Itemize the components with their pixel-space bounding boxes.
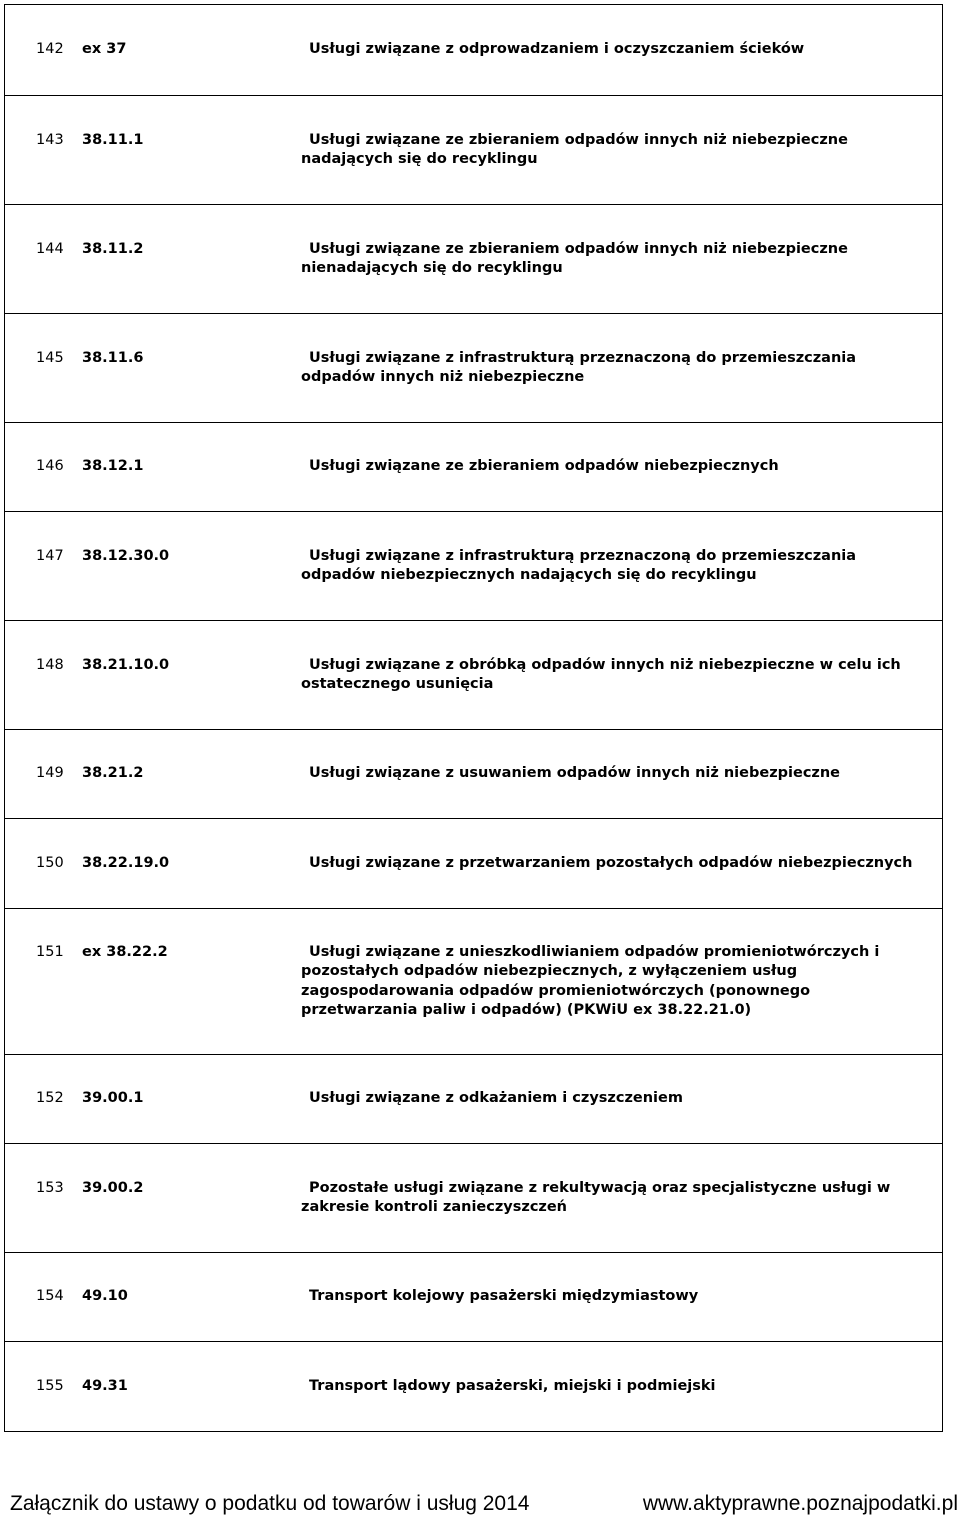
row-code: 38.22.19.0 xyxy=(82,854,170,871)
row-description: Usługi związane z unieszkodliwianiem odpadów promieniotwórczych i pozostałych odpadów niebezpiecznych, z wyłączeniem usług zagospodarowania odpadów promieniotwórczych (ponownego przetwarzania paliw i odpadów) (PKWiU ex 38.22.21.0) xyxy=(301,943,880,1018)
row-number: 148 xyxy=(36,656,64,673)
row-description: Transport lądowy pasażerski, miejski i podmiejski xyxy=(309,1377,716,1394)
row-number: 155 xyxy=(36,1377,64,1394)
row-description: Usługi związane z przetwarzaniem pozostałych odpadów niebezpiecznych xyxy=(309,854,913,871)
row-description: Usługi związane z odprowadzaniem i oczyszczaniem ścieków xyxy=(309,41,805,58)
row-code: 38.21.2 xyxy=(82,765,144,782)
table-row xyxy=(5,1144,943,1253)
table-row xyxy=(5,205,943,314)
row-number: 147 xyxy=(36,547,64,564)
row-number: 149 xyxy=(36,765,64,782)
table-row xyxy=(5,5,943,96)
row-description: Usługi związane z infrastrukturą przeznaczoną do przemieszczania odpadów niebezpiecznych nadających się do recyklingu xyxy=(301,547,857,583)
row-description: Transport kolejowy pasażerski międzymiastowy xyxy=(309,1288,699,1305)
row-description: Usługi związane ze zbieraniem odpadów niebezpiecznych xyxy=(309,458,779,475)
table-row xyxy=(5,819,943,909)
row-number: 146 xyxy=(36,458,64,475)
row-number: 145 xyxy=(36,349,64,366)
row-code: ex 37 xyxy=(82,41,127,58)
table-row xyxy=(5,730,943,819)
footer-website: www.aktyprawne.poznajpodatki.pl xyxy=(642,1492,958,1515)
row-number: 154 xyxy=(36,1288,64,1305)
row-code: 49.10 xyxy=(82,1288,128,1305)
table-row xyxy=(5,96,943,205)
table-row xyxy=(5,1342,943,1432)
row-code: 38.11.1 xyxy=(82,131,144,148)
row-description: Usługi związane ze zbieraniem odpadów innych niż niebezpieczne nadających się do recyklingu xyxy=(301,131,848,167)
row-code: 38.11.2 xyxy=(82,240,144,257)
row-description: Pozostałe usługi związane z rekultywacją oraz specjalistyczne usługi w zakresie kontroli zanieczyszczeń xyxy=(301,1179,891,1215)
table-row xyxy=(5,1055,943,1144)
row-description: Usługi związane z obróbką odpadów innych niż niebezpieczne w celu ich ostatecznego usunięcia xyxy=(301,656,901,692)
table-row xyxy=(5,512,943,621)
row-code: 38.12.30.0 xyxy=(82,547,170,564)
row-code: 38.11.6 xyxy=(82,349,144,366)
row-description: Usługi związane ze zbieraniem odpadów innych niż niebezpieczne nienadających się do recyklingu xyxy=(301,240,848,276)
table-row xyxy=(5,314,943,423)
row-code: 39.00.2 xyxy=(82,1179,144,1196)
table-row xyxy=(5,423,943,512)
row-description: Usługi związane z odkażaniem i czyszczeniem xyxy=(309,1090,683,1107)
row-description: Usługi związane z usuwaniem odpadów innych niż niebezpieczne xyxy=(309,765,841,782)
table-row xyxy=(5,621,943,730)
row-code: 39.00.1 xyxy=(82,1090,144,1107)
page-footer xyxy=(0,1492,960,1516)
row-number: 142 xyxy=(36,41,64,58)
services-table xyxy=(4,4,943,1432)
row-number: 150 xyxy=(36,854,64,871)
row-description: Usługi związane z infrastrukturą przeznaczoną do przemieszczania odpadów innych niż niebezpieczne xyxy=(301,349,857,385)
row-number: 152 xyxy=(36,1090,64,1107)
row-code: 38.12.1 xyxy=(82,458,144,475)
footer-document-title: Załącznik do ustawy o podatku od towarów i usług 2014 xyxy=(10,1492,530,1515)
row-code: 49.31 xyxy=(82,1377,128,1394)
table-row xyxy=(5,909,943,1055)
row-number: 151 xyxy=(36,943,64,960)
row-code: ex 38.22.2 xyxy=(82,943,168,960)
row-code: 38.21.10.0 xyxy=(82,656,170,673)
row-number: 144 xyxy=(36,240,64,257)
table-row xyxy=(5,1253,943,1342)
row-number: 153 xyxy=(36,1179,64,1196)
row-number: 143 xyxy=(36,131,64,148)
